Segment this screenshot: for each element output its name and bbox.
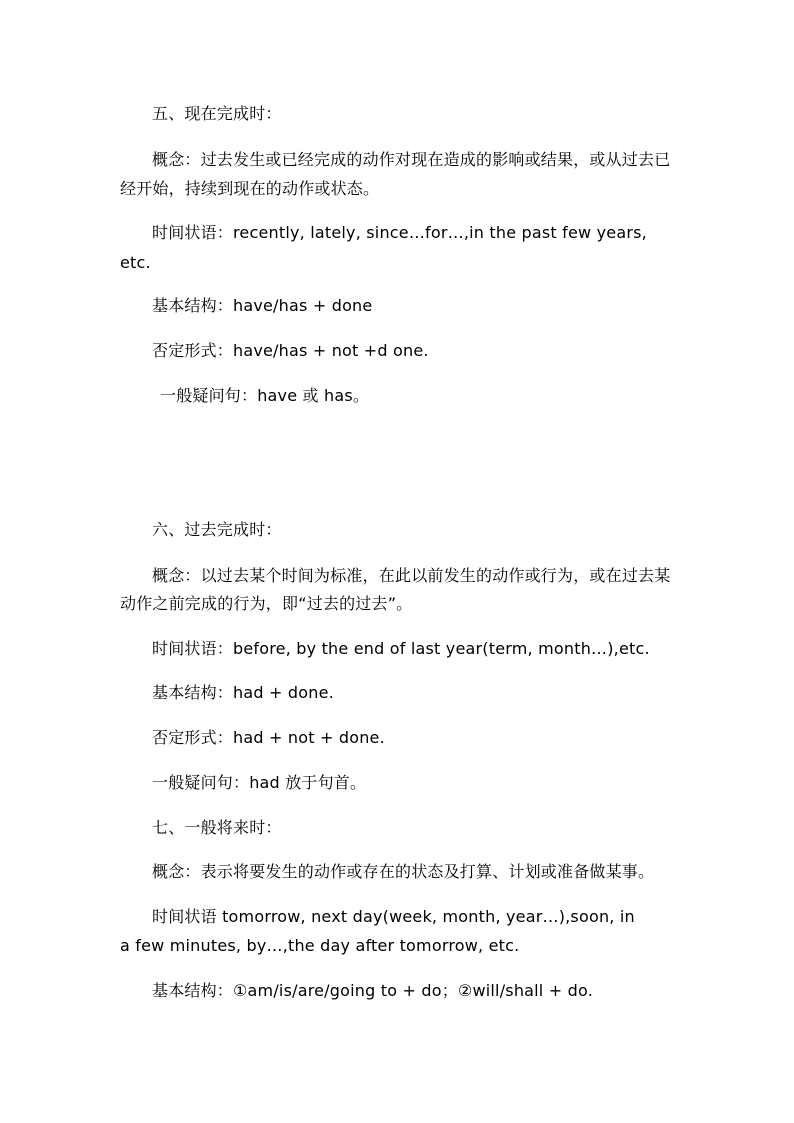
concept-text: 概念：表示将要发生的动作或存在的状态及打算、计划或准备做某事。	[152, 862, 655, 881]
time-adverbial-text: 时间状语：recently, lately, since…for…,in the past few years,	[152, 223, 647, 242]
yes-no-question-text: 一般疑问句：had 放于句首。	[152, 773, 367, 792]
concept-text-continued: 动作之前完成的行为，即“过去的过去”。	[120, 594, 413, 613]
section-heading: 五、现在完成时：	[152, 104, 282, 123]
time-adverbial-text: 时间状语：before, by the end of last year(term, month…),etc.	[152, 639, 650, 658]
negative-form-text: 否定形式：had + not + done.	[152, 728, 385, 747]
time-adverbial-text-continued: a few minutes, by…,the day after tomorrow, etc.	[120, 936, 520, 955]
time-adverbial-text: 时间状语 tomorrow, next day(week, month, year…),soon, in	[152, 907, 635, 926]
concept-text: 概念：过去发生或已经完成的动作对现在造成的影响或结果，或从过去已	[152, 150, 671, 169]
concept-text: 概念：以过去某个时间为标准，在此以前发生的动作或行为，或在过去某	[152, 566, 671, 585]
basic-structure-text: 基本结构：have/has + done	[152, 296, 373, 315]
time-adverbial-text-continued: etc.	[120, 253, 151, 272]
yes-no-question-text: 一般疑问句：have 或 has。	[160, 386, 370, 405]
concept-text-continued: 经开始，持续到现在的动作或状态。	[120, 179, 380, 198]
basic-structure-text: 基本结构：had + done.	[152, 683, 334, 702]
section-heading: 七、一般将来时：	[152, 818, 282, 837]
basic-structure-text: 基本结构：①am/is/are/going to + do；②will/shall + do.	[152, 981, 593, 1000]
negative-form-text: 否定形式：have/has + not +d one.	[152, 341, 429, 360]
section-heading: 六、过去完成时：	[152, 520, 282, 539]
